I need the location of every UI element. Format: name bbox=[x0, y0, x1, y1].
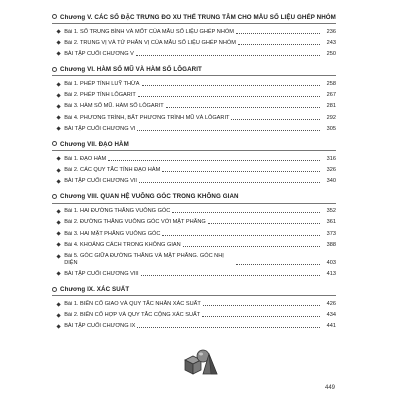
entry-page: 361 bbox=[326, 219, 336, 226]
dot-leader bbox=[137, 130, 320, 131]
entry-page: 305 bbox=[326, 125, 336, 132]
dot-leader bbox=[142, 85, 320, 86]
chapter-title: Chương VII. ĐẠO HÀM bbox=[60, 140, 129, 148]
chapter-5 bbox=[52, 13, 336, 57]
entry-page: 340 bbox=[326, 178, 336, 185]
diamond-bullet-icon bbox=[56, 115, 61, 120]
entry-page: 281 bbox=[326, 103, 336, 110]
diamond-bullet-icon bbox=[56, 104, 61, 109]
dot-leader bbox=[236, 33, 320, 34]
chapter-title: Chương IX. XÁC SUẤT bbox=[60, 285, 130, 293]
dot-leader bbox=[183, 246, 320, 247]
entry-label: Bài 1. PHÉP TÍNH LUỸ THỪA bbox=[64, 80, 140, 87]
entry-label: BÀI TẬP CUỐI CHƯƠNG VI bbox=[64, 125, 136, 132]
entry-label: Bài 2. CÁC QUY TẮC TÍNH ĐẠO HÀM bbox=[64, 167, 161, 173]
entry-label: Bài 5. GÓC GIỮA ĐƯỜNG THẲNG VÀ MẶT PHẲNG. GÓC NHỊ DIỆN bbox=[64, 253, 224, 266]
chapter-divider bbox=[52, 295, 336, 296]
dot-leader bbox=[138, 96, 320, 97]
diamond-bullet-icon bbox=[56, 179, 61, 184]
entry-label: BÀI TẬP CUỐI CHƯƠNG VIII bbox=[64, 270, 139, 277]
toc-entry[interactable] bbox=[57, 178, 336, 185]
chapter-divider bbox=[52, 23, 336, 24]
entry-page: 373 bbox=[326, 230, 336, 237]
toc-entry[interactable] bbox=[57, 40, 336, 47]
entry-page: 236 bbox=[326, 28, 336, 35]
diamond-bullet-icon bbox=[56, 243, 61, 248]
chapter-heading bbox=[52, 140, 336, 148]
dot-leader bbox=[139, 182, 320, 183]
dot-leader bbox=[141, 275, 320, 276]
entry-label: Bài 1. ĐẠO HÀM bbox=[64, 155, 107, 162]
diamond-bullet-icon bbox=[56, 313, 61, 318]
diamond-bullet-icon bbox=[56, 41, 61, 46]
entry-page: 258 bbox=[326, 80, 336, 87]
toc-entry[interactable] bbox=[57, 167, 336, 174]
toc-entry[interactable] bbox=[57, 231, 336, 238]
entry-label: Bài 1. BIẾN CỐ GIAO VÀ QUY TẮC NHÂN XÁC SUẤT bbox=[64, 300, 201, 307]
toc-entry[interactable] bbox=[57, 301, 336, 308]
diamond-bullet-icon bbox=[56, 157, 61, 162]
chapter-divider bbox=[52, 75, 336, 76]
circle-bullet-icon bbox=[52, 287, 57, 292]
dot-leader bbox=[162, 171, 320, 172]
dot-leader bbox=[203, 305, 320, 306]
table-of-contents bbox=[52, 13, 336, 330]
dot-leader bbox=[136, 55, 320, 56]
entry-label: Bài 2. BIẾN CỐ HỢP VÀ QUY TẮC CỘNG XÁC SUẤT bbox=[64, 312, 201, 319]
circle-bullet-icon bbox=[52, 14, 57, 19]
diamond-bullet-icon bbox=[56, 209, 61, 214]
diamond-bullet-icon bbox=[56, 93, 61, 98]
chapter-title: Chương V. CÁC SỐ ĐẶC TRƯNG ĐO XU THẾ TRUNG TÂM CHO MẪU SỐ LIỆU GHÉP NHÓM bbox=[60, 13, 336, 21]
chapter-9 bbox=[52, 285, 336, 329]
diamond-bullet-icon bbox=[56, 254, 61, 259]
entry-page: 326 bbox=[326, 167, 336, 173]
dot-leader bbox=[137, 327, 320, 328]
diamond-bullet-icon bbox=[56, 302, 61, 307]
entry-page: 292 bbox=[326, 114, 336, 121]
entry-page: 267 bbox=[326, 92, 336, 99]
entry-label: BÀI TẬP CUỐI CHƯƠNG V bbox=[64, 50, 134, 57]
entry-label: Bài 3. HÀM SỐ MŨ. HÀM SỐ LÔGARIT bbox=[64, 103, 164, 110]
toc-entry[interactable] bbox=[57, 323, 336, 330]
entry-page: 352 bbox=[326, 208, 336, 215]
toc-entry[interactable] bbox=[57, 126, 336, 133]
chapter-6 bbox=[52, 65, 336, 132]
entry-label: BÀI TẬP CUỐI CHƯƠNG IX bbox=[64, 323, 136, 330]
toc-entry[interactable] bbox=[57, 29, 336, 36]
toc-entry[interactable] bbox=[57, 271, 336, 278]
dot-leader bbox=[236, 264, 320, 265]
toc-entry[interactable] bbox=[57, 242, 336, 249]
entry-page: 403 bbox=[326, 259, 336, 266]
chapter-8 bbox=[52, 193, 336, 278]
dot-leader bbox=[108, 160, 320, 161]
entry-page: 250 bbox=[326, 50, 336, 57]
circle-bullet-icon bbox=[52, 141, 57, 146]
page-number: 449 bbox=[325, 385, 336, 391]
diamond-bullet-icon bbox=[56, 324, 61, 329]
entry-label: Bài 2. TRUNG VỊ VÀ TỨ PHÂN VỊ CỦA MẪU SỐ LIỆU GHÉP NHÓM bbox=[64, 39, 236, 46]
dot-leader bbox=[166, 107, 320, 108]
toc-entry[interactable] bbox=[57, 219, 336, 226]
dot-leader bbox=[208, 223, 320, 224]
entry-label: Bài 1. SỐ TRUNG BÌNH VÀ MỐT CỦA MẪU SỐ LIỆU GHÉP NHÓM bbox=[64, 28, 234, 35]
chapter-divider bbox=[52, 203, 336, 204]
toc-entry[interactable] bbox=[57, 92, 336, 99]
chapter-7 bbox=[52, 140, 336, 184]
entry-page: 426 bbox=[326, 300, 336, 307]
toc-entry[interactable] bbox=[57, 51, 336, 58]
dot-leader bbox=[202, 316, 320, 317]
entry-label: Bài 2. PHÉP TÍNH LÔGARIT bbox=[64, 92, 136, 99]
entry-label: Bài 3. HAI MẶT PHẲNG VUÔNG GÓC bbox=[64, 230, 161, 237]
geometric-shapes-icon bbox=[183, 348, 219, 378]
toc-entry[interactable] bbox=[57, 156, 336, 163]
chapter-heading bbox=[52, 65, 336, 73]
toc-entry[interactable] bbox=[57, 81, 336, 88]
dot-leader bbox=[231, 119, 320, 120]
diamond-bullet-icon bbox=[56, 232, 61, 237]
chapter-title: Chương VI. HÀM SỐ MŨ VÀ HÀM SỐ LÔGARIT bbox=[60, 65, 202, 73]
diamond-bullet-icon bbox=[56, 29, 61, 34]
chapter-title: Chương VIII. QUAN HỆ VUÔNG GÓC TRONG KHÔNG GIAN bbox=[60, 193, 239, 201]
entry-page: 316 bbox=[326, 155, 336, 162]
toc-entry[interactable] bbox=[57, 103, 336, 110]
entry-label: Bài 4. PHƯƠNG TRÌNH, BẤT PHƯƠNG TRÌNH MŨ VÀ LÔGARIT bbox=[64, 114, 230, 121]
chapter-divider bbox=[52, 150, 336, 151]
entry-label: Bài 1. HAI ĐƯỜNG THẲNG VUÔNG GÓC bbox=[64, 208, 171, 215]
entry-page: 243 bbox=[326, 39, 336, 46]
toc-entry[interactable] bbox=[57, 115, 336, 122]
toc-entry[interactable] bbox=[57, 312, 336, 319]
entry-label: BÀI TẬP CUỐI CHƯƠNG VII bbox=[64, 178, 137, 185]
entry-page: 434 bbox=[326, 312, 336, 319]
chapter-heading bbox=[52, 13, 336, 21]
circle-bullet-icon bbox=[52, 67, 57, 72]
diamond-bullet-icon bbox=[56, 82, 61, 87]
diamond-bullet-icon bbox=[56, 272, 61, 277]
toc-entry[interactable] bbox=[57, 208, 336, 215]
diamond-bullet-icon bbox=[56, 127, 61, 132]
entry-label: Bài 4. KHOẢNG CÁCH TRONG KHÔNG GIAN bbox=[64, 241, 181, 248]
entry-page: 388 bbox=[326, 241, 336, 248]
diamond-bullet-icon bbox=[56, 52, 61, 57]
entry-label: Bài 2. ĐƯỜNG THẲNG VUÔNG GÓC VỚI MẶT PHẲNG bbox=[64, 219, 206, 226]
entry-page: 413 bbox=[326, 270, 336, 277]
dot-leader bbox=[162, 235, 320, 236]
circle-bullet-icon bbox=[52, 194, 57, 199]
diamond-bullet-icon bbox=[56, 220, 61, 225]
entry-page: 441 bbox=[326, 323, 336, 330]
chapter-heading bbox=[52, 193, 336, 201]
diamond-bullet-icon bbox=[56, 168, 61, 173]
toc-entry[interactable] bbox=[57, 253, 336, 266]
dot-leader bbox=[238, 44, 320, 45]
chapter-heading bbox=[52, 285, 336, 293]
dot-leader bbox=[172, 212, 320, 213]
